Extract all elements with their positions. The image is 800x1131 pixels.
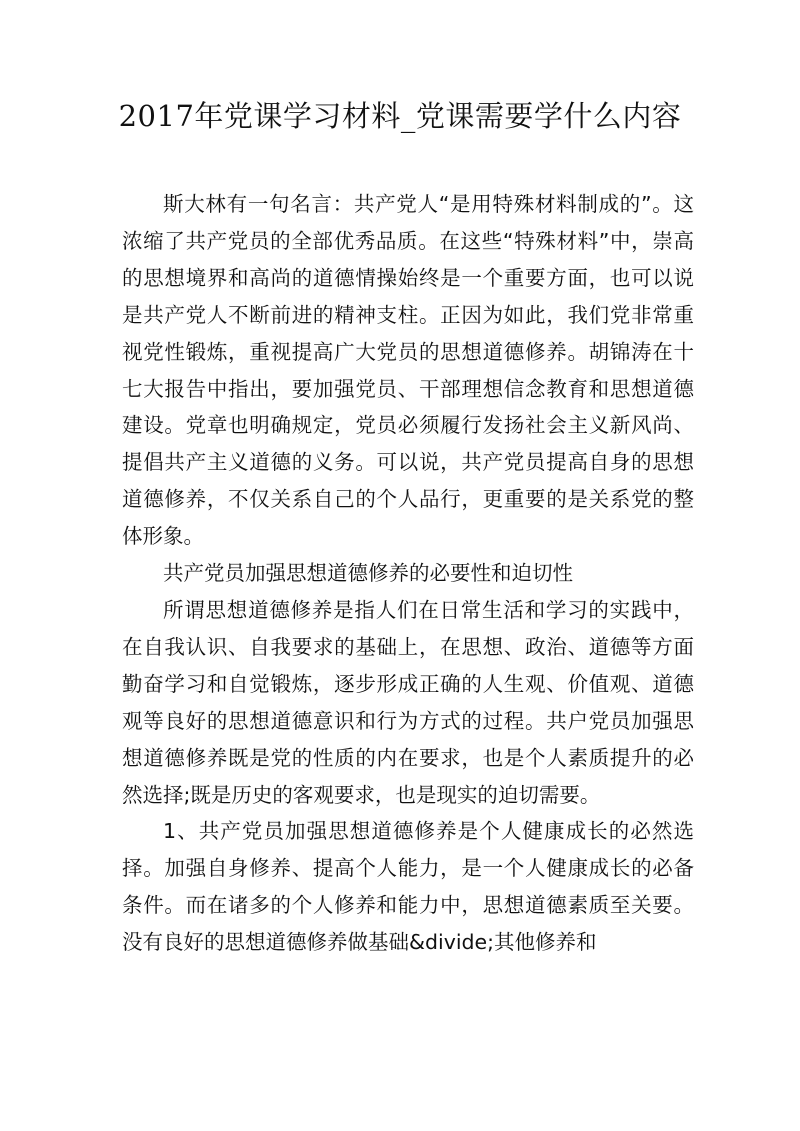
section-heading: 共产党员加强思想道德修养的必要性和迫切性: [163, 561, 573, 586]
document-title: 2017年党课学习材料_党课需要学什么内容: [118, 99, 682, 133]
paragraph-definition: 所谓思想道德修养是指人们在日常生活和学习的实践中，在自我认识、自我要求的基础上，在思想、政治、道德等方面勤奋学习和自觉锻炼，逐步形成正确的人生观、价值观、道德观等良好的思想道德意识和行为方式的过程。共户党员加强思想道德修养既是党的性质的内在要求，也是个人素质提升的必然选择;既是历史的客观要求，也是现实的迫切需要。: [122, 597, 694, 807]
paragraph-point-1: 1、共产党员加强思想道德修养是个人健康成长的必然选择。加强自身修养、提高个人能力，是一个人健康成长的必备条件。而在诸多的个人修养和能力中，思想道德素质至关要。没有良好的思想道德修养做基础&divide;其他修养和: [122, 819, 694, 955]
paragraph-intro: 斯大林有一句名言：共产党人“是用特殊材料制成的”。这浓缩了共产党员的全部优秀品质。在这些“特殊材料”中，崇高的思想境界和高尚的道德情操始终是一个重要方面，也可以说是共产党人不断前进的精神支柱。正因为如此，我们党非常重视党性锻炼，重视提高广大党员的思想道德修养。胡锦涛在十七大报告中指出，要加强党员、干部理想信念教育和思想道德建设。党章也明确规定，党员必须履行发扬社会主义新风尚、提倡共产主义道德的义务。可以说，共产党员提高自身的思想道德修养，不仅关系自己的个人品行，更重要的是关系党的整体形象。: [122, 192, 694, 549]
document-body: [122, 186, 694, 961]
